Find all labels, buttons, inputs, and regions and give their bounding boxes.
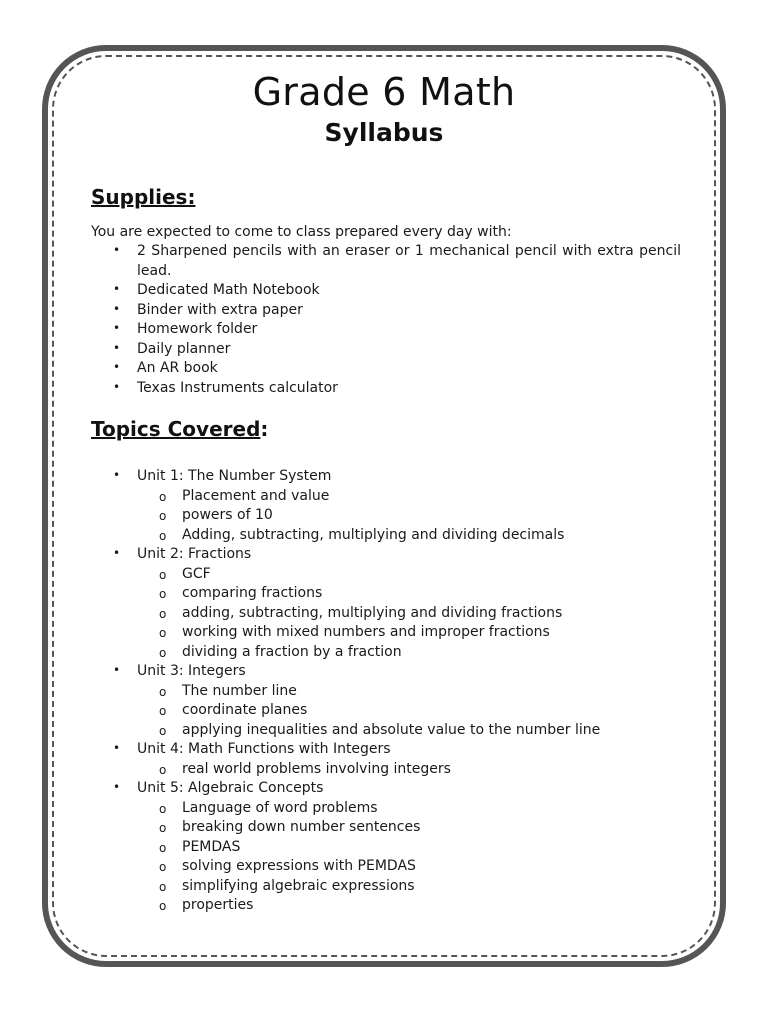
subtopic-text: Placement and value (182, 487, 330, 504)
subtopic-item (137, 643, 681, 663)
bullet-icon: • (113, 379, 121, 394)
supply-item-text: Daily planner (137, 340, 231, 357)
bullet-icon: • (113, 546, 121, 560)
subtopic-item (137, 506, 681, 526)
topics-list (91, 467, 681, 916)
subtopic-list (137, 760, 681, 780)
subtopic-item (137, 721, 681, 741)
subtopic-item (137, 896, 681, 916)
circle-bullet-icon: o (159, 528, 167, 543)
unit-item (91, 467, 681, 545)
unit-item (91, 662, 681, 740)
circle-bullet-icon: o (159, 821, 167, 835)
circle-bullet-icon: o (159, 567, 167, 582)
bullet-icon: • (113, 340, 121, 355)
circle-bullet-icon: o (159, 606, 167, 621)
topics-heading (91, 416, 268, 442)
bullet-icon: • (113, 663, 121, 677)
document-title: Grade 6 Math (252, 70, 516, 114)
subtopic-text: simplifying algebraic expressions (182, 877, 415, 894)
subtopic-text: comparing fractions (182, 585, 323, 601)
subtopic-text: solving expressions with PEMDAS (182, 858, 416, 874)
unit-label: Unit 2: Fractions (137, 546, 252, 562)
subtopic-text: adding, subtracting, multiplying and dividing fractions (182, 604, 563, 621)
supply-item (91, 242, 681, 281)
supply-item-text: Texas Instruments calculator (137, 379, 338, 396)
circle-bullet-icon: o (159, 587, 167, 601)
subtopic-item (137, 818, 681, 838)
bullet-icon: • (113, 282, 121, 296)
circle-bullet-icon: o (159, 899, 167, 913)
circle-bullet-icon: o (159, 801, 167, 816)
subtopic-text: dividing a fraction by a fraction (182, 643, 402, 660)
unit-label: Unit 5: Algebraic Concepts (137, 780, 324, 796)
supply-item (91, 340, 681, 360)
subtopic-list (137, 565, 681, 663)
subtopic-item (137, 877, 681, 897)
subtopic-item (137, 857, 681, 877)
supplies-heading-text: Supplies: (91, 185, 196, 209)
subtopic-item (137, 623, 681, 643)
supplies-list (91, 242, 681, 398)
supply-item-text: 2 Sharpened pencils with an eraser or 1 mechanical pencil with extra pencil lead. (137, 243, 681, 279)
bullet-icon: • (113, 468, 121, 482)
subtopic-item (137, 682, 681, 702)
subtopic-text: real world problems involving integers (182, 760, 451, 777)
bullet-icon: • (113, 741, 121, 755)
unit-label: Unit 4: Math Functions with Integers (137, 741, 391, 757)
supply-item-text: Binder with extra paper (137, 301, 303, 318)
subtopic-item (137, 487, 681, 507)
supply-item (91, 359, 681, 379)
unit-item (91, 740, 681, 779)
unit-item (91, 779, 681, 916)
subtopic-item (137, 701, 681, 721)
unit-label: Unit 1: The Number System (137, 468, 332, 484)
circle-bullet-icon: o (159, 645, 167, 660)
circle-bullet-icon: o (159, 704, 167, 718)
circle-bullet-icon: o (159, 860, 167, 874)
subtopic-item (137, 584, 681, 604)
subtopic-text: working with mixed numbers and improper fractions (182, 624, 550, 640)
supply-item (91, 301, 681, 321)
supply-item-text: Homework folder (137, 321, 258, 337)
circle-bullet-icon: o (159, 684, 167, 699)
subtopic-text: breaking down number sentences (182, 819, 421, 835)
subtopic-text: powers of 10 (182, 507, 273, 523)
subtopic-list (137, 799, 681, 916)
circle-bullet-icon: o (159, 879, 167, 894)
subtopic-text: properties (182, 897, 254, 913)
circle-bullet-icon: o (159, 762, 167, 777)
topics-heading-colon: : (260, 417, 269, 441)
supply-item (91, 379, 681, 399)
subtopic-text: Language of word problems (182, 799, 378, 816)
subtopic-item (137, 565, 681, 585)
subtopic-list (137, 487, 681, 546)
subtopic-text: coordinate planes (182, 702, 308, 718)
subtopic-text: Adding, subtracting, multiplying and dividing decimals (182, 526, 565, 543)
circle-bullet-icon: o (159, 626, 167, 640)
subtopic-item (137, 604, 681, 624)
subtopic-text: The number line (182, 682, 297, 699)
circle-bullet-icon: o (159, 509, 167, 523)
subtopic-list (137, 682, 681, 741)
subtopic-item (137, 760, 681, 780)
subtopic-item (137, 526, 681, 546)
subtopic-item (137, 799, 681, 819)
supplies-heading (91, 184, 195, 210)
bullet-icon: • (113, 321, 121, 335)
subtopic-text: applying inequalities and absolute value to the number line (182, 721, 601, 738)
supply-item-text: An AR book (137, 360, 218, 376)
subtopic-text: PEMDAS (182, 838, 241, 855)
supplies-intro: You are expected to come to class prepared every day with: (91, 224, 512, 240)
circle-bullet-icon: o (159, 723, 167, 738)
bullet-icon: • (113, 780, 121, 794)
unit-item (91, 545, 681, 662)
document-subtitle: Syllabus (324, 118, 444, 147)
circle-bullet-icon: o (159, 489, 167, 504)
bullet-icon: • (113, 243, 121, 257)
unit-label: Unit 3: Integers (137, 663, 246, 679)
topics-heading-text: Topics Covered (91, 417, 261, 441)
supply-item (91, 320, 681, 340)
subtopic-item (137, 838, 681, 858)
supply-item (91, 281, 681, 301)
bullet-icon: • (113, 301, 121, 316)
bullet-icon: • (113, 360, 121, 374)
supply-item-text: Dedicated Math Notebook (137, 282, 320, 298)
subtopic-text: GCF (182, 565, 211, 582)
circle-bullet-icon: o (159, 840, 167, 855)
